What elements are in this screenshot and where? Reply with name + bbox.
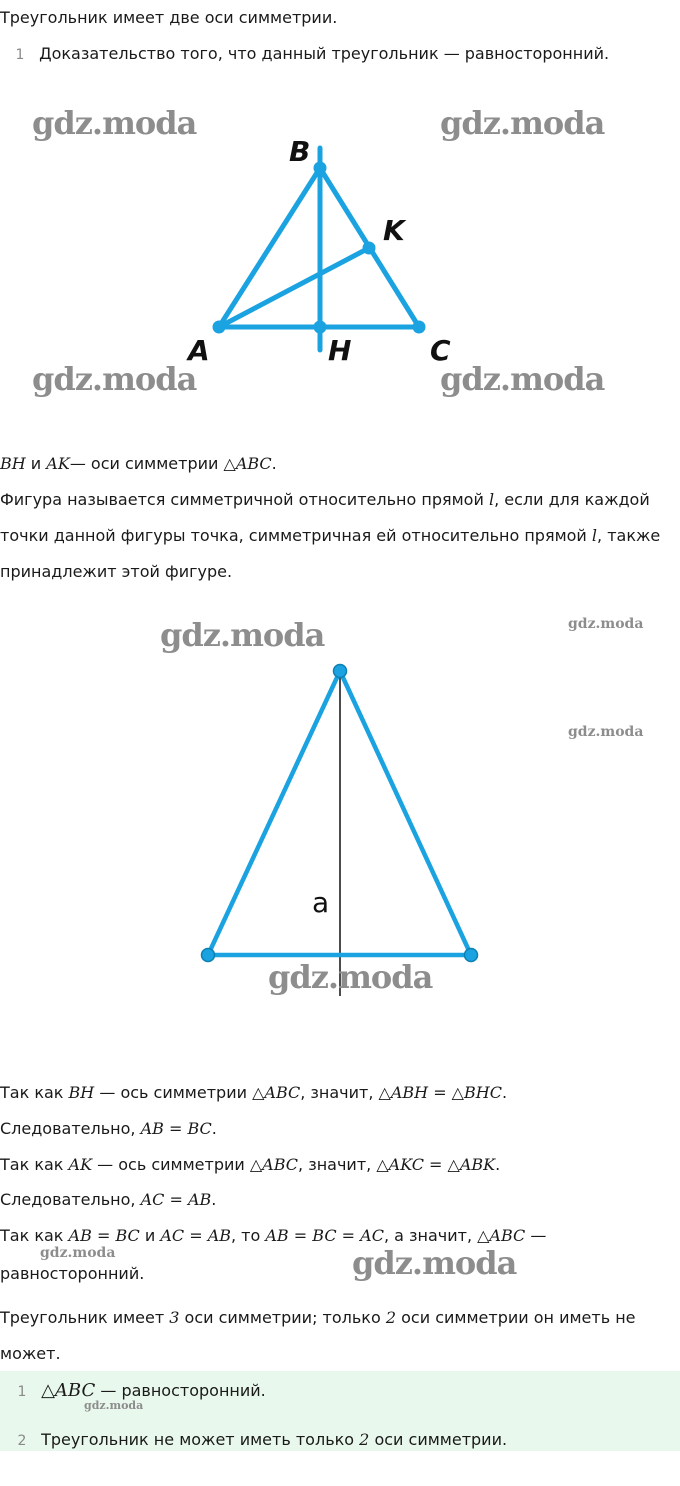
proof-line-3: Так как AK — ось симметрии △ABC, значит, △AKC = △ABK. [0,1155,501,1174]
definition-line-3: принадлежит этой фигуре. [0,562,233,581]
label-axis-a: a [312,886,330,919]
item-number: 1 [15,47,25,63]
point-h [314,321,327,334]
vertex-right [465,949,478,962]
proof-line-2: Следовательно, AB = BC. [0,1119,217,1138]
watermark: gdz.moda [40,1245,116,1261]
watermark: gdz.moda [160,616,325,654]
watermark: gdz.moda [268,958,433,996]
watermark: gdz.moda [84,1399,144,1412]
label-b: B [289,135,311,168]
point-k [363,242,376,255]
axes-statement: BH и AK— оси симметрии △ABC. [0,454,277,473]
proof-line-6: равносторонний. [0,1264,145,1283]
watermark: gdz.moda [32,360,197,398]
answer-number: 2 [17,1433,27,1449]
watermark: gdz.moda [352,1244,517,1282]
label-k: K [383,214,405,247]
item-text: Доказательство того, что данный треугольник — равносторонний. [39,44,610,63]
point-c [413,321,426,334]
vertex-top [334,665,347,678]
watermark: gdz.moda [32,104,197,142]
proof-line-5: Так как AB = BC и AC = AB, то AB = BC = AC, а значит, △ABC — [0,1226,547,1245]
label-c: C [430,334,451,367]
label-a: A [188,334,210,367]
intro-text: Треугольник имеет две оси симметрии. [0,8,338,27]
definition-line-2: точки данной фигуры точка, симметричная ей относительно прямой l, также [0,526,661,545]
point-a [213,321,226,334]
watermark: gdz.moda [568,724,644,740]
proof-line-4: Следовательно, AC = AB. [0,1190,217,1209]
conclusion-line-2: может. [0,1344,61,1363]
answer-item-2: 2 Треугольник не может иметь только 2 оси симметрии. [8,1430,507,1449]
definition-line-1: Фигура называется симметричной относительно прямой l, если для каждой [0,490,650,509]
point-b [314,162,327,175]
answer-item-1: 1 △ABC — равносторонний. [8,1380,266,1401]
answer-number: 1 [17,1384,27,1400]
vertex-left [202,949,215,962]
watermark: gdz.moda [440,104,605,142]
solution-item-1 [6,44,609,63]
label-h: H [328,334,352,367]
figure-isosceles-triangle [0,600,680,1020]
conclusion-line-1: Треугольник имеет 3 оси симметрии; только 2 оси симметрии он иметь не [0,1308,636,1327]
watermark: gdz.moda [568,616,644,632]
proof-line-1: Так как BH — ось симметрии △ABC, значит, △ABH = △BHC. [0,1083,508,1102]
watermark: gdz.moda [440,360,605,398]
